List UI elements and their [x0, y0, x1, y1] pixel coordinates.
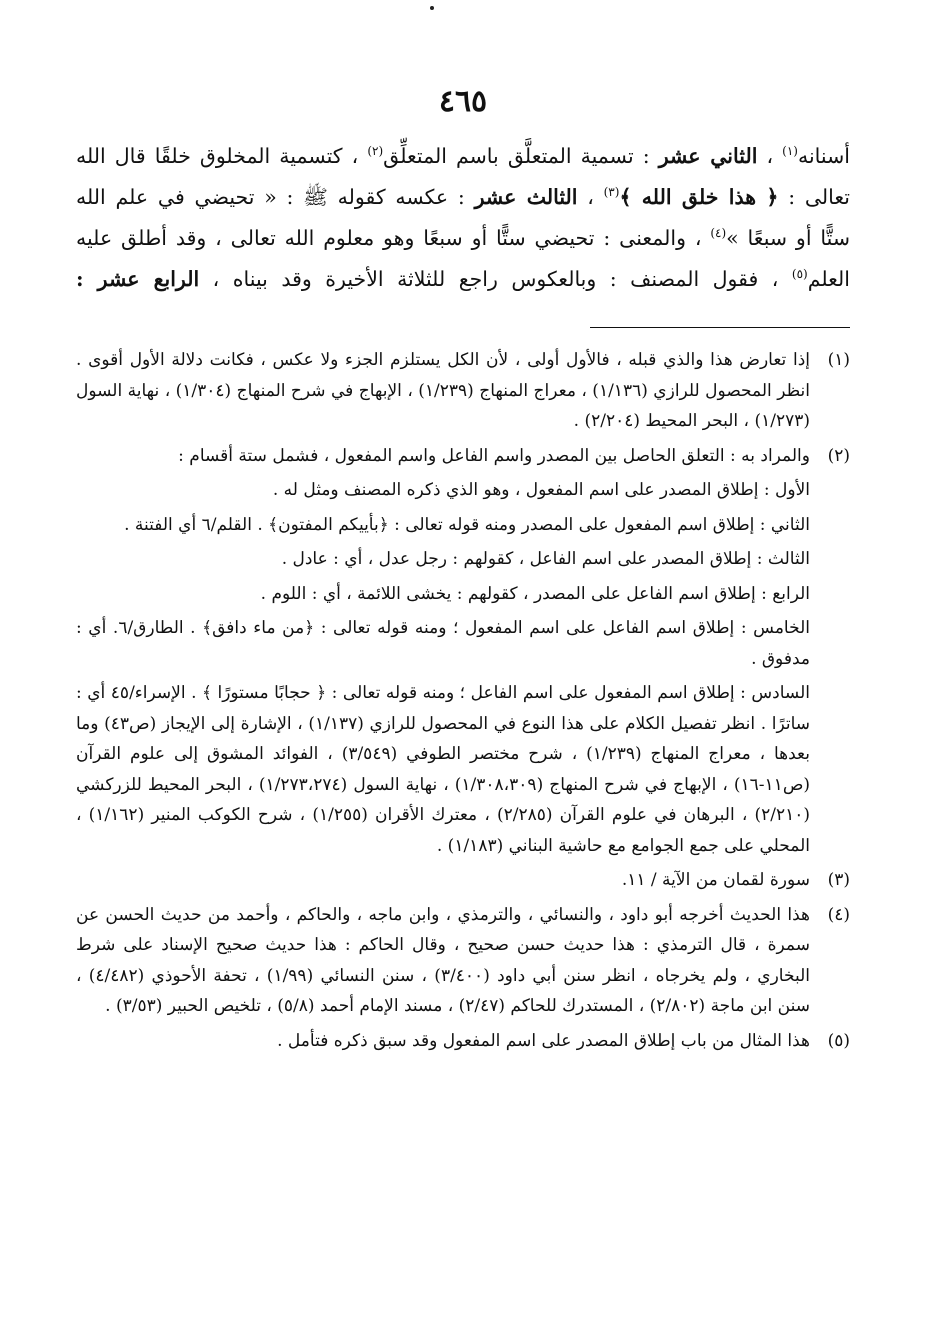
main-line: ستًّا أو سبعًا »$^{(٤)}$ ، والمعنى : تحيضي ستًّا أو سبعًا وهو معلوم الله تعالى ، وقد أطلق عليه	[76, 226, 850, 250]
footnote	[76, 1026, 850, 1057]
footnote-text: والمراد به : التعلق الحاصل بين المصدر واسم الفاعل واسم المفعول ، فشمل ستة أقسام :	[178, 445, 810, 466]
footnote-text: الرابع : إطلاق اسم الفاعل على المصدر ، كقولهم : يخشى اللائمة ، أي : اللوم .	[260, 583, 810, 604]
footnote-text: سورة لقمان من الآية / ١١.	[621, 870, 810, 890]
main-line: تعالى : ﴿ هذا خلق الله ﴾$^{(٣)}$ ، الثالث عشر : عكسه كقوله ﷺ : « تحيضي في علم الله	[76, 185, 850, 209]
footnote-separator	[590, 327, 850, 328]
main-text	[76, 136, 850, 300]
main-line: العلم$^{(٥)}$ ، فقول المصنف : وبالعكوس راجع للثلاثة الأخيرة وقد بيناه ، الرابع عشر :	[76, 267, 850, 291]
main-line: أسنانه$^{(١)}$ ، الثاني عشر : تسمية المتعلَّق باسم المتعلِّق$^{(٢)}$ ، كتسمية المخلوق خلقًا قال الله	[76, 144, 850, 168]
footnote	[76, 345, 850, 437]
ink-dot	[430, 6, 434, 10]
footnote-number: (٥)	[827, 1030, 850, 1051]
footnote-ref: (١)	[782, 144, 798, 159]
footnote-text: الخامس : إطلاق اسم الفاعل على اسم المفعول ؛ ومنه قوله تعالى : ﴿من ماء دافق﴾ . الطارق/٦. أي : مدفوق .	[76, 618, 810, 669]
footnote-text: الثالث : إطلاق المصدر على اسم الفاعل ، كقولهم : رجل عدل ، أي : عادل .	[281, 549, 810, 569]
footnote	[76, 441, 850, 862]
footnote-text: هذا الحديث أخرجه أبو داود ، والنسائي ، والترمذي ، وابن ماجه ، والحاكم ، وأحمد من حديث الحسن عن سمرة ، قال الترمذي : هذا حديث حسن صحيح ، وقال الحاكم : هذا حديث صحيح الإسناد على شرط البخاري ، ولم يخرجاه ، انظر سنن أبي داود (٣/٤٠٠) ، سنن النسائي (١/٩٩) ، تحفة الأحوذي (٤/٤٨٢) ، سنن ابن ماجة (٢/٨٠٢) ، المستدرك للحاكم (٢/٤٧) ، مسند الإمام أحمد (٥/٨) ، تلخيص الحبير (٣/٥٣) .	[76, 904, 810, 1016]
book-page	[76, 0, 850, 1339]
footnote-ref: (٥)	[791, 267, 808, 282]
page-number: ٤٦٥	[438, 84, 488, 119]
footnote-number: (١)	[827, 350, 850, 370]
footnote-ref: (٤)	[710, 226, 727, 241]
footnote-text: إذا تعارض هذا والذي قبله ، فالأول أولى ، لأن الكل يستلزم الجزء ولا عكس ، فكانت دلالة الأول أقوى . انظر المحصول للرازي (١/١٣٦) ، معراج المنهاج (١/٢٣٩) ، الإبهاج في شرح المنهاج (١/٣٠٤) ، نهاية السول (١/٢٧٣) ، البحر المحيط (٢/٢٠٤) .	[76, 350, 810, 431]
footnote-number: (٤)	[827, 904, 850, 925]
footnotes	[76, 343, 850, 1060]
section-heading: الثاني عشر	[658, 144, 758, 168]
footnote-ref: (٣)	[603, 185, 620, 200]
footnote-number: (٣)	[827, 870, 850, 890]
footnote-text: الثاني : إطلاق اسم المفعول على المصدر ومنه قوله تعالى : ﴿بأييكم المفتون﴾ . القلم/٦ أي الفتنة .	[124, 514, 810, 535]
footnote-text: الأول : إطلاق المصدر على اسم المفعول ، وهو الذي ذكره المصنف ومثل له .	[272, 480, 810, 500]
footnote-ref: (٢)	[367, 144, 384, 159]
quran-quote: ﴿ هذا خلق الله ﴾	[619, 185, 779, 209]
footnote-text: السادس : إطلاق اسم المفعول على اسم الفاعل ؛ ومنه قوله تعالى : ﴿ حجابًا مستورًا ﴾ . الإسراء/٤٥ أي : ساترًا . انظر تفصيل الكلام على هذا النوع في المحصول للرازي (١/١٣٧) ، الإشارة إلى الإيجاز (ص٤٣) وما بعدها ، معراج المنهاج (١/٢٣٩) ، شرح مختصر الطوفي (٣/٥٤٩) ، الفوائد المشوق إلى علوم القرآن (ص١١-١٦) ، الإبهاج في شرح المنهاج (١/٣٠٨،٣٠٩) ، نهاية السول (١/٢٧٣،٢٧٤) ، البحر المحيط للزركشي (٢/٢١٠) ، البرهان في علوم القرآن (٢/٢٨٥) ، معترك الأقران (١/٢٥٥) ، شرح الكوكب المنير (١/١٦٢) ، المحلي على جمع الجوامع مع حاشية البناني (١/١٨٣) .	[76, 683, 811, 856]
footnote	[76, 900, 850, 1022]
footnote-text: هذا المثال من باب إطلاق المصدر على اسم المفعول وقد سبق ذكره فتأمل .	[277, 1030, 810, 1051]
footnote-number: (٢)	[827, 445, 850, 466]
section-heading: الرابع عشر :	[76, 267, 200, 291]
footnote	[76, 865, 850, 896]
section-heading: الثالث عشر	[474, 185, 578, 209]
